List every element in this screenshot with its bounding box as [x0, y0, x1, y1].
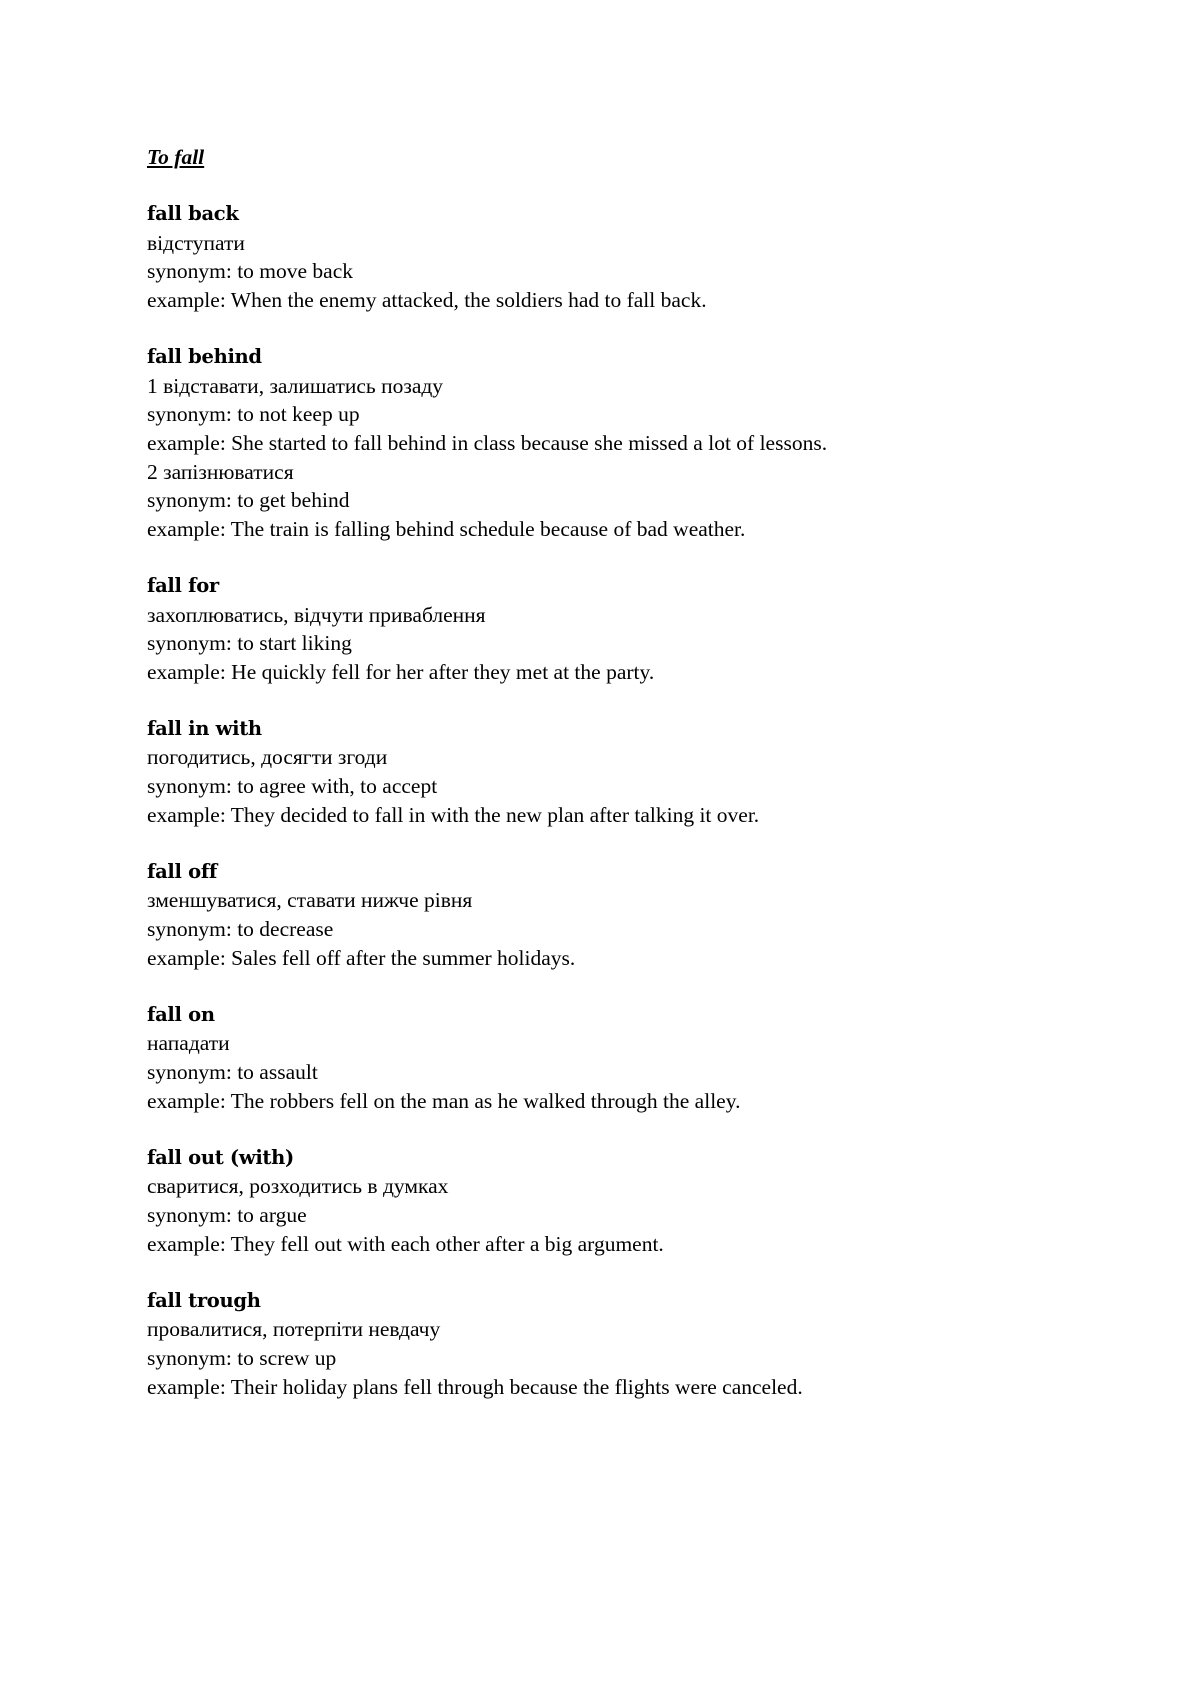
entry-example: example: The train is falling behind schedule because of bad weather. — [147, 516, 746, 541]
entry-translation: провалитися, потерпіти невдачу — [147, 1317, 441, 1342]
entry-fall-for — [147, 572, 1107, 686]
entry-example: example: She started to fall behind in class because she missed a lot of lessons. — [147, 430, 828, 455]
entry-synonym: synonym: to move back — [147, 259, 354, 284]
entry-example: example: They fell out with each other after a big argument. — [147, 1231, 664, 1256]
entry-fall-trough — [147, 1287, 1107, 1401]
entry-synonym: synonym: to agree with, to accept — [147, 774, 438, 799]
entry-synonym: synonym: to screw up — [147, 1345, 337, 1370]
entry-translation: зменшуватися, ставати нижче рівня — [147, 888, 473, 913]
entry-translation: погодитись, досягти згоди — [147, 745, 388, 770]
entry-synonym: synonym: to decrease — [147, 917, 334, 942]
entry-translation: відступати — [147, 230, 245, 255]
entry-translation: 1 відставати, залишатись позаду — [147, 373, 444, 398]
entry-term: fall off — [147, 859, 218, 883]
entry-example: example: Sales fell off after the summer holidays. — [147, 945, 576, 970]
entry-term: fall out (with) — [147, 1145, 294, 1169]
entry-fall-off — [147, 858, 1107, 972]
entry-translation: нападати — [147, 1031, 230, 1056]
entry-example: example: When the enemy attacked, the soldiers had to fall back. — [147, 287, 707, 312]
entry-fall-in-with — [147, 715, 1107, 829]
entry-fall-out-with — [147, 1144, 1107, 1258]
entry-fall-behind — [147, 343, 1107, 543]
entry-translation: 2 запізнюватися — [147, 459, 294, 484]
entry-term: fall on — [147, 1002, 215, 1026]
entry-fall-on — [147, 1001, 1107, 1115]
document-title: To fall — [147, 145, 205, 169]
entry-term: fall back — [147, 202, 239, 226]
entry-fall-back — [147, 200, 1107, 314]
entry-example: example: He quickly fell for her after they met at the party. — [147, 659, 655, 684]
entry-term: fall behind — [147, 345, 262, 369]
entry-example: example: Their holiday plans fell through because the flights were canceled. — [147, 1374, 803, 1399]
entry-synonym: synonym: to start liking — [147, 631, 352, 656]
entry-example: example: They decided to fall in with the new plan after talking it over. — [147, 802, 760, 827]
entry-synonym: synonym: to get behind — [147, 488, 350, 513]
entry-synonym: synonym: to argue — [147, 1202, 307, 1227]
entry-translation: сваритися, розходитись в думках — [147, 1174, 449, 1199]
entry-term: fall trough — [147, 1288, 261, 1312]
entry-synonym: synonym: to not keep up — [147, 402, 360, 427]
entry-example: example: The robbers fell on the man as he walked through the alley. — [147, 1088, 741, 1113]
entry-translation: захоплюватись, відчути приваблення — [147, 602, 486, 627]
entry-synonym: synonym: to assault — [147, 1060, 318, 1084]
document-page — [147, 143, 1107, 1430]
entry-term: fall for — [147, 573, 219, 597]
entry-term: fall in with — [147, 716, 262, 740]
